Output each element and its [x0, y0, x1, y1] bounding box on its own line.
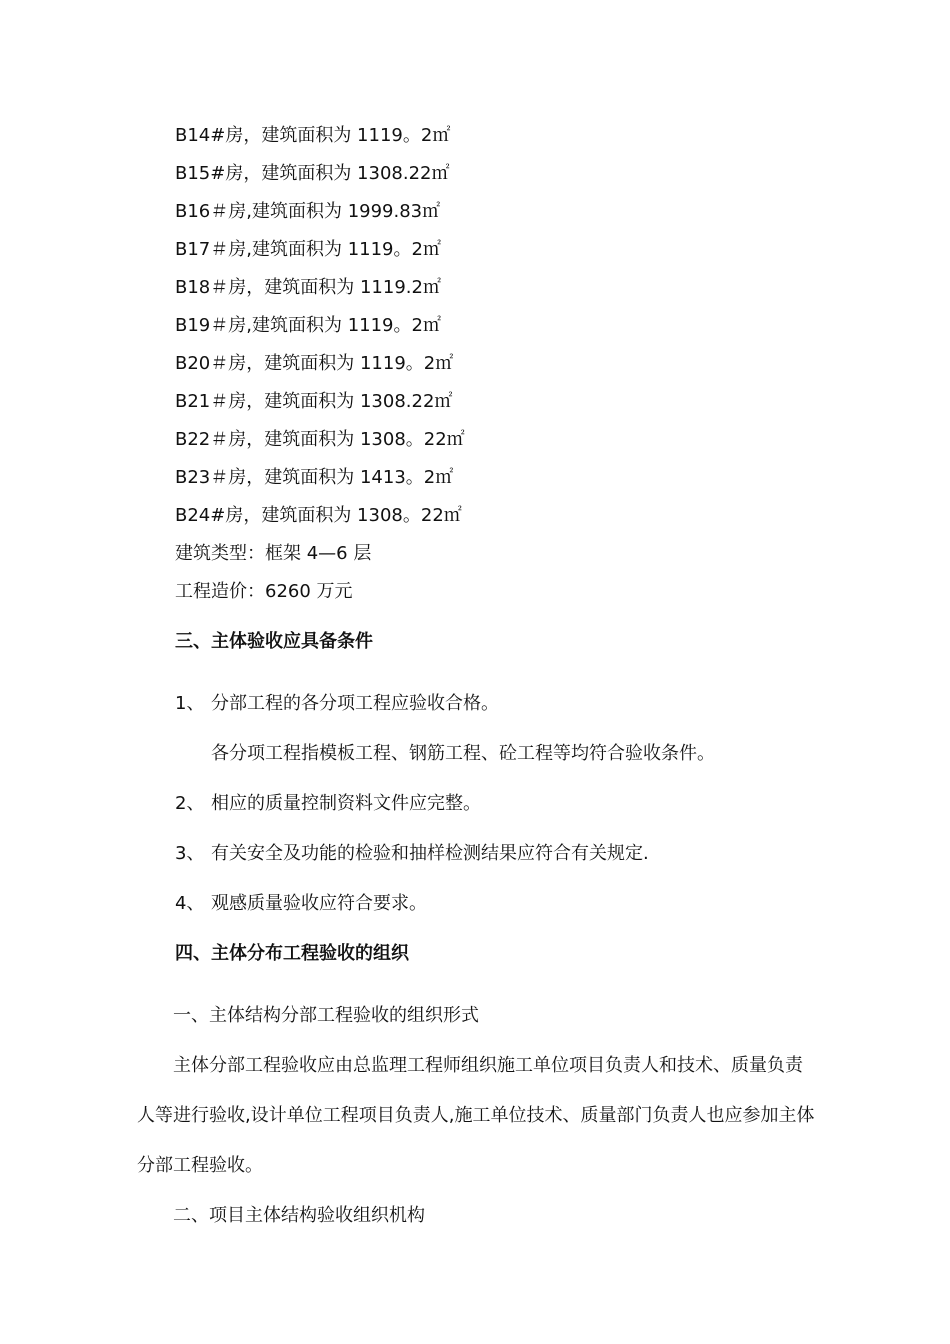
condition-item: [175, 842, 649, 866]
item-number: 2、: [175, 793, 205, 814]
building-line: B23＃房，建筑面积为 1413。2㎡: [175, 467, 454, 488]
subsection-heading: 二、项目主体结构验收组织机构: [173, 1205, 425, 1226]
building-line: B21＃房，建筑面积为 1308.22㎡: [175, 391, 453, 412]
condition-item-detail: 各分项工程指模板工程、钢筋工程、砼工程等均符合验收条件。: [211, 743, 715, 764]
condition-item: [175, 892, 427, 916]
paragraph-line: 人等进行验收,设计单位工程项目负责人,施工单位技术、质量部门负责人也应参加主体: [137, 1105, 815, 1126]
building-line: B24#房，建筑面积为 1308。22㎡: [175, 505, 462, 526]
building-line: B15#房，建筑面积为 1308.22㎡: [175, 163, 450, 184]
building-line: B22＃房，建筑面积为 1308。22㎡: [175, 429, 465, 450]
project-cost: 工程造价：6260 万元: [175, 581, 353, 602]
item-text: 观感质量验收应符合要求。: [211, 893, 427, 914]
condition-item: [175, 792, 481, 816]
building-line: B16＃房,建筑面积为 1999.83㎡: [175, 201, 441, 222]
subsection-heading: 一、主体结构分部工程验收的组织形式: [173, 1005, 479, 1026]
item-number: 4、: [175, 893, 205, 914]
paragraph-line: 主体分部工程验收应由总监理工程师组织施工单位项目负责人和技术、质量负责: [173, 1055, 803, 1076]
section-heading: 三、主体验收应具备条件: [175, 631, 373, 652]
item-text: 相应的质量控制资料文件应完整。: [211, 793, 481, 814]
building-line: B19＃房,建筑面积为 1119。2㎡: [175, 315, 441, 336]
item-number: 1、: [175, 693, 205, 714]
building-type: 建筑类型：框架 4—6 层: [175, 543, 372, 564]
building-line: B18＃房，建筑面积为 1119.2㎡: [175, 277, 441, 298]
item-text: 分部工程的各分项工程应验收合格。: [211, 693, 499, 714]
building-line: B14#房，建筑面积为 1119。2㎡: [175, 125, 451, 146]
item-text: 有关安全及功能的检验和抽样检测结果应符合有关规定.: [211, 843, 649, 864]
section-heading: 四、主体分布工程验收的组织: [175, 943, 409, 964]
building-line: B20＃房，建筑面积为 1119。2㎡: [175, 353, 454, 374]
building-line: B17＃房,建筑面积为 1119。2㎡: [175, 239, 441, 260]
condition-item: [175, 692, 499, 716]
paragraph-line: 分部工程验收。: [137, 1155, 263, 1176]
item-number: 3、: [175, 843, 205, 864]
